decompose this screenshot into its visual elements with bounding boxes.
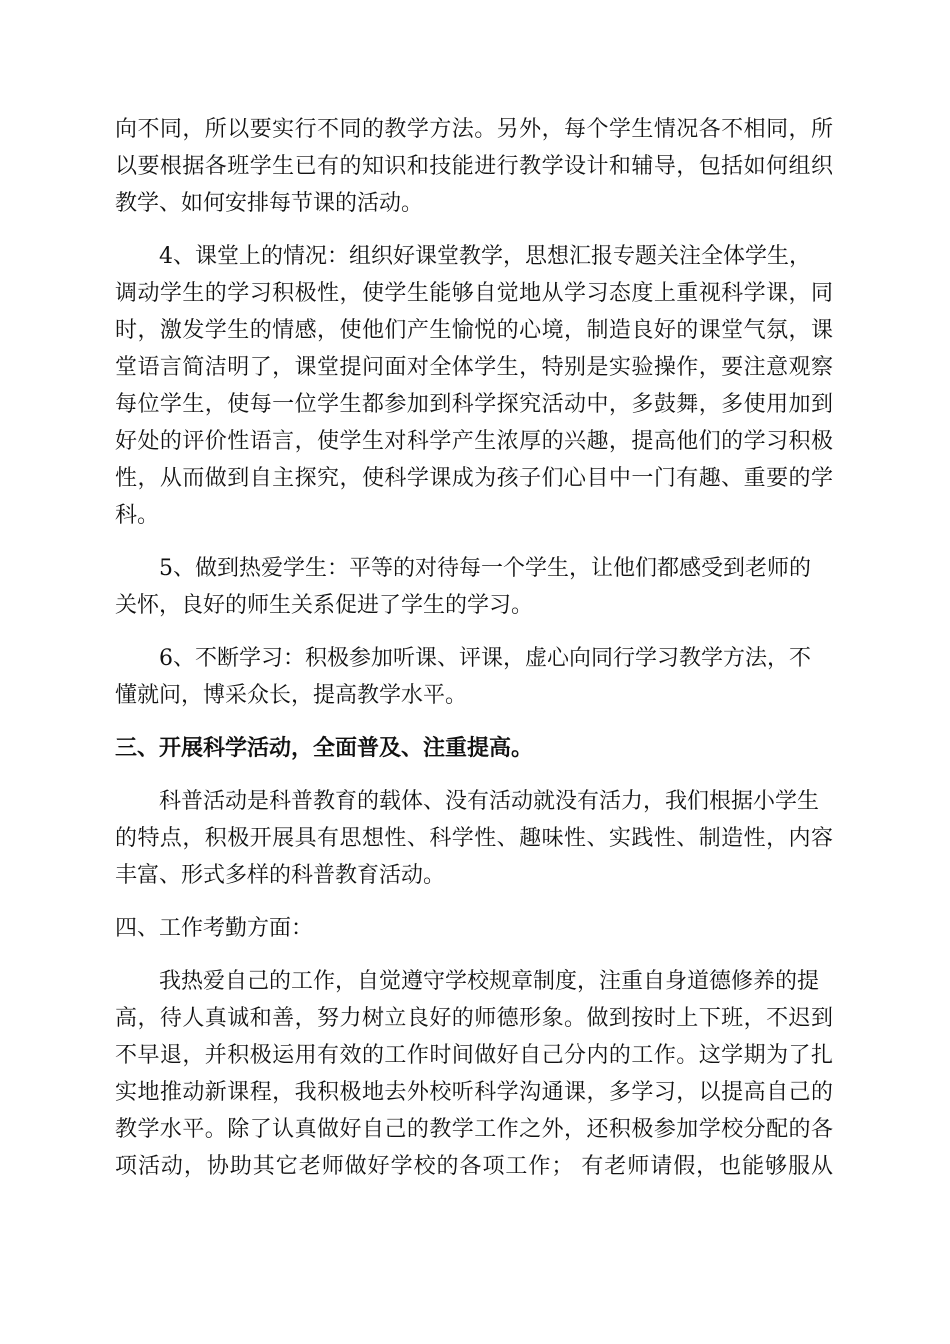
text-line: 项活动，协助其它老师做好学校的各项工作； 有老师请假，也能够服从	[115, 1154, 833, 1179]
text-line: 的特点，积极开展具有思想性、科学性、趣味性、实践性、制造性，内容	[115, 826, 833, 851]
text-line: 好处的评价性语言，使学生对科学产生浓厚的兴趣，提高他们的学习积极	[115, 429, 833, 454]
text-line: 调动学生的学习积极性，使学生能够自觉地从学习态度上重视科学课，同	[115, 281, 833, 306]
section-heading	[115, 910, 833, 947]
text-line: 不早退，并积极运用有效的工作时间做好自己分内的工作。这学期为了扎	[115, 1043, 833, 1068]
text-line: 性，从而做到自主探究，使科学课成为孩子们心目中一门有趣、重要的学	[115, 466, 833, 491]
text-line: 科。	[115, 503, 160, 528]
document-page	[115, 111, 833, 1185]
section-heading	[115, 730, 833, 767]
paragraph	[115, 640, 833, 714]
text-line: 我热爱自己的工作，自觉遵守学校规章制度，注重自身道德修养的提	[159, 969, 820, 994]
heading-text: 三、开展科学活动，全面普及、注重提高。	[115, 736, 534, 761]
text-line: 5、做到热爱学生：平等的对待每一个学生，让他们都感受到老师的	[159, 556, 811, 581]
text-line: 4、课堂上的情况：组织好课堂教学，思想汇报专题关注全体学生，	[159, 244, 811, 269]
heading-text: 四、工作考勤方面：	[115, 916, 314, 941]
text-line: 以要根据各班学生已有的知识和技能进行教学设计和辅导，包括如何组织	[115, 154, 833, 179]
text-line: 教学、如何安排每节课的活动。	[115, 191, 424, 216]
text-line: 关怀，良好的师生关系促进了学生的学习。	[115, 593, 534, 618]
text-line: 丰富、形式多样的科普教育活动。	[115, 863, 446, 888]
paragraph	[115, 111, 833, 222]
text-line: 堂语言简洁明了，课堂提问面对全体学生，特别是实验操作，要注意观察	[115, 355, 833, 380]
text-line: 时，激发学生的情感，使他们产生愉悦的心境，制造良好的课堂气氛，课	[115, 318, 833, 343]
paragraph	[115, 238, 833, 534]
paragraph	[115, 550, 833, 624]
paragraph	[115, 783, 833, 894]
text-line: 每位学生，使每一位学生都参加到科学探究活动中，多鼓舞，多使用加到	[115, 392, 833, 417]
text-line: 懂就问，博采众长，提高教学水平。	[115, 683, 468, 708]
paragraph	[115, 963, 833, 1185]
text-line: 向不同，所以要实行不同的教学方法。另外，每个学生情况各不相同，所	[115, 117, 833, 142]
text-line: 实地推动新课程，我积极地去外校听科学沟通课，多学习，以提高自己的	[115, 1080, 833, 1105]
text-line: 科普活动是科普教育的载体、没有活动就没有活力，我们根据小学生	[159, 789, 820, 814]
text-line: 6、不断学习：积极参加听课、评课，虚心向同行学习教学方法，不	[159, 646, 811, 671]
text-line: 高，待人真诚和善，努力树立良好的师德形象。做到按时上下班，不迟到	[115, 1006, 833, 1031]
text-line: 教学水平。除了认真做好自己的教学工作之外，还积极参加学校分配的各	[115, 1117, 833, 1142]
